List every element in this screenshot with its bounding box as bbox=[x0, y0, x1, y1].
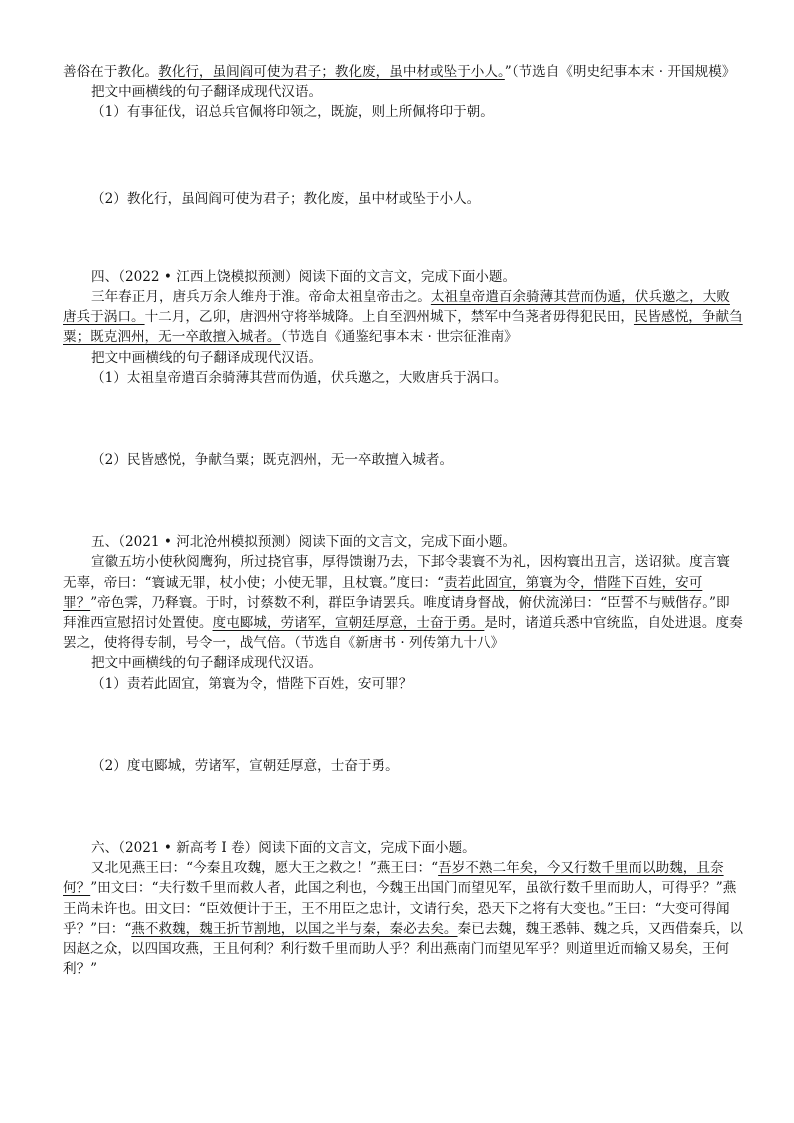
question-1: （1）责若此固宜，第寰为令，惜陛下百姓，安可罪？ bbox=[91, 675, 413, 692]
underlined-sentence: 吾岁不熟二年矣，今又行数千里而以助魏，且奈何？ bbox=[63, 860, 724, 897]
question-1: （1）太祖皇帝遣百余骑薄其营而伪遁，伏兵邀之，大败唐兵于涡口。 bbox=[91, 369, 508, 386]
passage-4: 三年春正月，唐兵万余人维舟于淮。帝命太祖皇帝击之。太祖皇帝遣百余骑薄其营而伪遁，伏兵邀之，大败唐兵于涡口。十二月，乙卯，唐泗州守将举城降。上自至泗州城下，禁军中刍荛者毋得犯民田，民皆感悦，争献刍粟；既克泗州，无一卒敢擅入城者。（节选自《通鉴纪事本末 · 世宗征淮南》 bbox=[63, 289, 743, 346]
underlined-sentence: 民皆感悦，争献刍粟；既克泗州，无一卒敢擅入城者。 bbox=[63, 309, 743, 346]
question-2: （2）度屯郾城，劳诸军，宣朝廷厚意，士奋于勇。 bbox=[91, 757, 399, 774]
passage-6: 又北见燕王曰：“今秦且攻魏，愿大王之救之！”燕王曰：“吾岁不熟二年矣，今又行数千里而以助魏，且奈何？”田文曰：“夫行数千里而救人者，此国之利也，今魏王出国门而望见军，虽欲行数千里而助人，可得乎？”燕王尚未许也。田文曰：“臣效便计于王，王不用臣之忠计，文请行矣，恐天下之将有大变也。”王曰：“大变可得闻乎？”曰：“燕不救魏，魏王折节割地，以国之半与秦，秦必去矣。秦已去魏，魏王悉韩、魏之兵，又西借秦兵，以因赵之众，以四国攻燕，王且何利？利行数千里而助人乎？利出燕南门而望见军乎？则道里近而输又易矣，王何利？” bbox=[63, 860, 743, 978]
answer-space bbox=[63, 123, 743, 189]
underlined-sentence: 责若此固宜，第寰为令，惜陛下百姓，安可罪？ bbox=[63, 574, 703, 611]
underlined-sentence: 燕不救魏，魏王折节割地，以国之半与秦，秦必去矣。 bbox=[131, 920, 458, 937]
question-1: （1）有事征伐，诏总兵官佩将印领之，既旋，则上所佩将印于朝。 bbox=[91, 104, 494, 121]
section-heading-5: 五、（2021 • 河北沧州模拟预测）阅读下面的文言文，完成下面小题。 bbox=[91, 534, 517, 551]
answer-space bbox=[63, 694, 743, 756]
instruction: 把文中画横线的句子翻译成现代汉语。 bbox=[91, 655, 323, 672]
document-page bbox=[63, 62, 743, 979]
underlined-sentence: 度屯郾城，劳诸军，宣朝廷厚意，士奋于勇。 bbox=[212, 615, 485, 632]
answer-space bbox=[63, 470, 743, 532]
question-2: （2）教化行，虽闾阎可使为君子；教化废，虽中材或坠于小人。 bbox=[91, 190, 481, 207]
question-2: （2）民皆感悦，争献刍粟；既克泗州，无一卒敢擅入城者。 bbox=[91, 452, 454, 469]
underlined-sentence: 教化行，虽闾阎可使为君子；教化废，虽中材或坠于小人。 bbox=[158, 64, 505, 80]
instruction: 把文中画横线的句子翻译成现代汉语。 bbox=[91, 84, 323, 101]
answer-space bbox=[63, 209, 743, 267]
passage-3-tail: 善俗在于教化。教化行，虽闾阎可使为君子；教化废，虽中材或坠于小人。”（节选自《明史纪事本末 · 开国规模》 bbox=[63, 64, 736, 80]
section-heading-6: 六、（2021 • 新高考 I 卷）阅读下面的文言文，完成下面小题。 bbox=[91, 840, 476, 857]
section-heading-4: 四、（2022 • 江西上饶模拟预测）阅读下面的文言文，完成下面小题。 bbox=[91, 268, 517, 285]
instruction: 把文中画横线的句子翻译成现代汉语。 bbox=[91, 349, 323, 366]
underlined-sentence: 太祖皇帝遣百余骑薄其营而伪遁，伏兵邀之，大败唐兵于涡口。 bbox=[63, 289, 730, 326]
answer-space bbox=[63, 776, 743, 838]
passage-5: 宣徽五坊小使秋阅鹰狗，所过挠官事，厚得馈谢乃去，下邽令裴寰不为礼，因构寰出丑言，送诏狱。度言寰无辜，帝曰：“寰诚无罪，杖小使；小使无罪，且杖寰。”度曰：“责若此固宜，第寰为令，惜陛下百姓，安可罪？”帝色霁，乃释寰。于时，讨蔡数不利，群臣争请罢兵。唯度请身督战，俯伏流涕曰：“臣誓不与贼偕存。”即拜淮西宣慰招讨处置使。度屯郾城，劳诸军，宣朝廷厚意，士奋于勇。是时，诸道兵悉中官统监，自处进退。度奏罢之，使将得专制，号令一，战气倍。（节选自《新唐书 · 列传第九十八》 bbox=[63, 554, 743, 652]
answer-space bbox=[63, 388, 743, 450]
